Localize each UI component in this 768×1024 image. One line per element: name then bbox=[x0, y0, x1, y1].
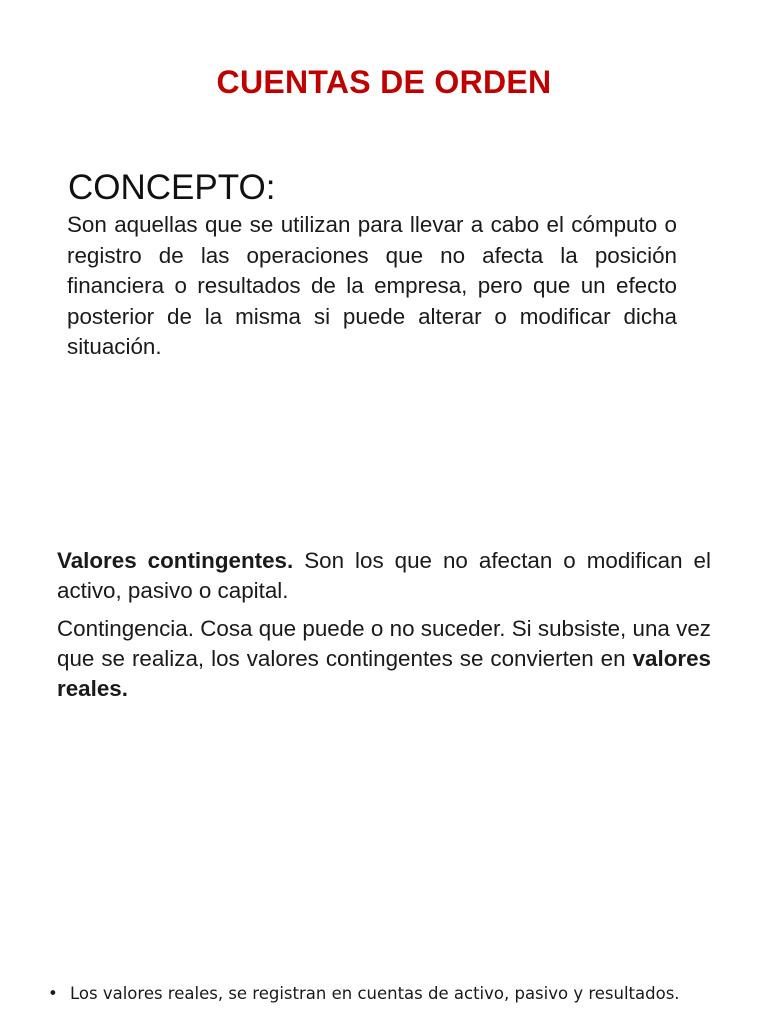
contingencia-text: Contingencia. Cosa que puede o no suceder. Si subsiste, una vez que se realiza, los valores contingentes se convierten en bbox=[57, 616, 711, 671]
concepto-body: Son aquellas que se utilizan para llevar a cabo el cómputo o registro de las operaciones que no afecta la posición financiera o resultados de la empresa, pero que un efecto posterior de la misma si puede alterar o modificar dicha situación. bbox=[67, 212, 677, 359]
contingentes-definition: Son los que no afectan o modifican el activo, pasivo o capital. bbox=[57, 548, 711, 603]
concepto-heading: CONCEPTO: bbox=[68, 168, 276, 207]
bullet-text: Los valores reales, se registran en cuentas de activo, pasivo y resultados. bbox=[70, 984, 680, 1003]
contingentes-term: Valores contingentes. bbox=[57, 548, 294, 573]
valores-reales-term: valores reales. bbox=[57, 646, 711, 701]
page-title: CUENTAS DE ORDEN bbox=[216, 64, 552, 100]
contingentes-paragraph bbox=[57, 546, 711, 606]
contingentes-section bbox=[57, 546, 711, 712]
list-item bbox=[48, 981, 688, 1006]
contingencia-paragraph bbox=[57, 614, 711, 704]
bullet-marker: • bbox=[48, 984, 58, 1003]
